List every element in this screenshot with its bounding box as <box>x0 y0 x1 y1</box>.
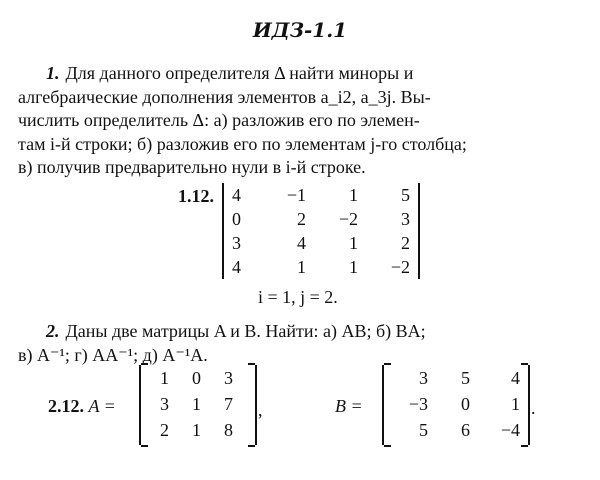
task-1-line-3: числить определитель Δ: а) разложив его по элемен- <box>18 110 420 130</box>
task-1-line-4: там i-й строки; б) разложив его по элементам j-го столбца; <box>18 133 467 154</box>
exercise-2-12-label: 2.12. A = <box>48 396 116 416</box>
matrix-row <box>141 417 233 443</box>
matrix-cell: 1 <box>160 367 169 388</box>
determinant-row <box>224 183 410 207</box>
determinant-cell: 4 <box>232 256 241 277</box>
determinant-cell: 1 <box>349 184 358 205</box>
matrix-b <box>382 365 530 445</box>
determinant-row <box>224 255 410 279</box>
determinant-cell: 1 <box>349 256 358 277</box>
matrix-cell: 0 <box>192 367 201 388</box>
determinant-cell: 0 <box>232 208 241 229</box>
task-2-line-1: 2. Даны две матрицы A и B. Найти: а) AB; б) BA; <box>46 321 426 341</box>
exercise-condition: i = 1, j = 2. <box>258 287 338 307</box>
matrix-cell: 2 <box>160 419 169 440</box>
matrix-row <box>384 365 520 391</box>
matrix-a-name: A = <box>88 396 116 416</box>
determinant-cell: −1 <box>286 184 306 205</box>
matrix-separator: , <box>258 400 263 420</box>
determinant-cell: 3 <box>232 232 241 253</box>
matrix-a-grid <box>141 365 233 443</box>
matrix-terminator: . <box>531 398 536 418</box>
task-2-number: 2. <box>46 321 60 341</box>
matrix-cell: 1 <box>192 419 201 440</box>
determinant-cell: −2 <box>390 256 410 277</box>
matrix-a <box>139 365 257 445</box>
task-1-line-1: 1. Для данного определителя Δ найти миноры и <box>46 63 414 83</box>
matrix-row <box>384 417 520 443</box>
matrix-cell: 3 <box>419 367 428 388</box>
determinant-cell: 4 <box>297 232 306 253</box>
determinant-cell: 2 <box>297 208 306 229</box>
matrix-cell: −3 <box>408 393 428 414</box>
task-1-statement <box>18 62 584 180</box>
determinant-row <box>224 231 410 255</box>
matrix-cell: −4 <box>500 419 520 440</box>
determinant-row <box>224 207 410 231</box>
matrix-cell: 8 <box>224 419 233 440</box>
matrix-cell: 6 <box>461 419 470 440</box>
task-2-line-2: в) A⁻¹; г) AA⁻¹; д) A⁻¹A. <box>18 344 208 365</box>
determinant-cell: 1 <box>349 232 358 253</box>
matrix-b-name: B = <box>335 396 363 416</box>
exercise-1-12-label: 1.12. <box>178 186 214 206</box>
matrix-cell: 3 <box>160 393 169 414</box>
determinant-cell: 2 <box>401 232 410 253</box>
matrix-cell: 1 <box>511 393 520 414</box>
matrix-cell: 3 <box>224 367 233 388</box>
determinant <box>222 183 420 279</box>
determinant-cell: 3 <box>401 208 410 229</box>
matrix-row <box>141 365 233 391</box>
matrix-cell: 7 <box>224 393 233 414</box>
task-1-line-5: в) получив предварительно нули в i-й строке. <box>18 157 366 177</box>
determinant-cell: 1 <box>297 256 306 277</box>
matrix-cell: 1 <box>192 393 201 414</box>
task-1-number: 1. <box>46 63 60 83</box>
determinant-cell: 4 <box>232 184 241 205</box>
determinant-cell: −2 <box>338 208 358 229</box>
matrix-cell: 0 <box>461 393 470 414</box>
matrix-cell: 5 <box>461 367 470 388</box>
matrix-cell: 4 <box>511 367 520 388</box>
determinant-cell: 5 <box>401 184 410 205</box>
task-2-statement <box>18 320 584 367</box>
matrix-row <box>384 391 520 417</box>
determinant-grid <box>224 183 410 279</box>
matrix-b-grid <box>384 365 520 443</box>
page-title: ИДЗ-1.1 <box>252 18 348 42</box>
task-1-line-2: алгебраические дополнения элементов a_i2, a_3j. Вы- <box>18 86 431 107</box>
matrix-cell: 5 <box>419 419 428 440</box>
matrix-row <box>141 391 233 417</box>
